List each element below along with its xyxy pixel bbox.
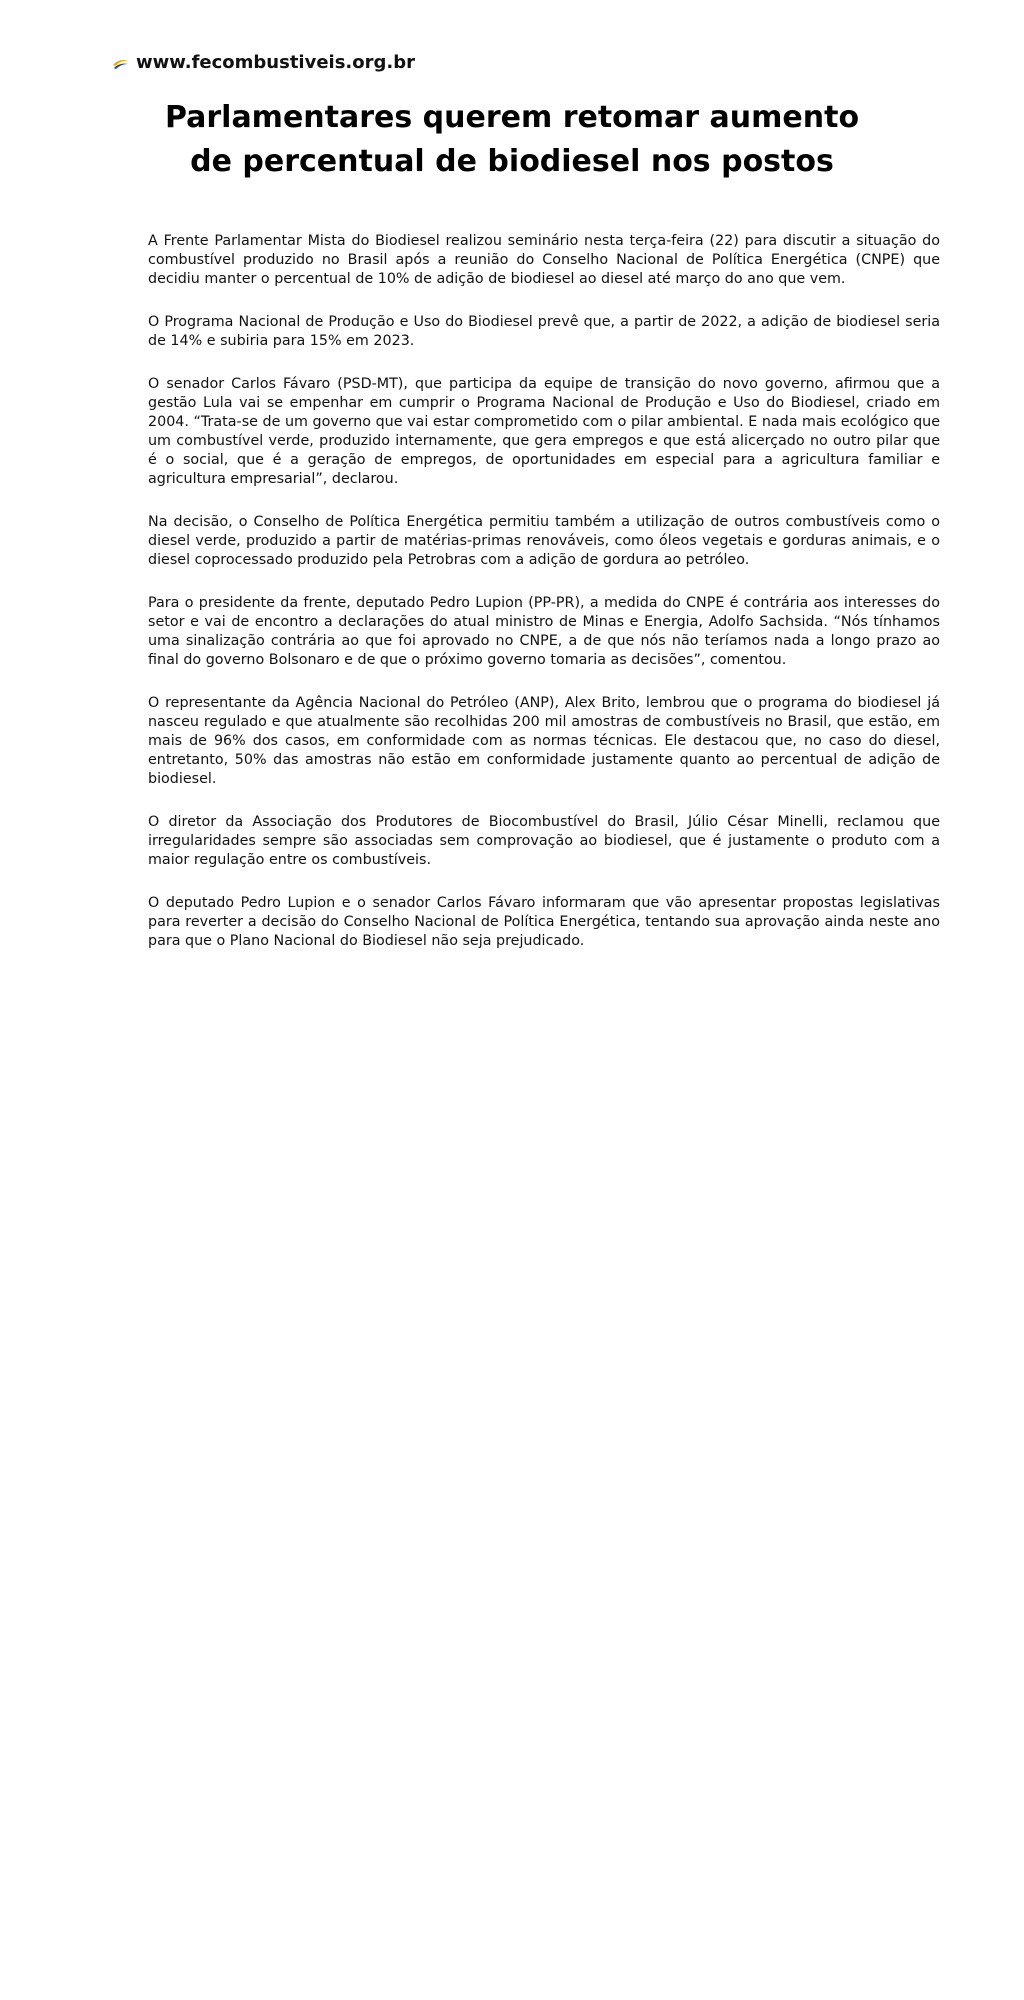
article-paragraph: O Programa Nacional de Produção e Uso do Biodiesel prevê que, a partir de 2022, a adição de biodiesel seria de 14% e subiria para 15% em 2023. [148,314,940,349]
article-paragraph: Para o presidente da frente, deputado Pedro Lupion (PP-PR), a medida do CNPE é contrária aos interesses do setor e vai de encontro a declarações do atual ministro de Minas e Energia, Adolfo Sachsida. “Nós tínhamos uma sinalização contrária ao que foi aprovado no CNPE, a de que nós não teríamos nada a longo prazo ao final do governo Bolsonaro e de que o próximo governo tomaria as decisões”, comentou. [148,595,940,668]
site-url[interactable]: www.fecombustiveis.org.br [136,52,415,73]
flame-swoosh-icon [112,56,130,70]
article-paragraph: O representante da Agência Nacional do Petróleo (ANP), Alex Brito, lembrou que o programa do biodiesel já nasceu regulado e que atualmente são recolhidas 200 mil amostras de combustíveis no Brasil, que estão, em mais de 96% dos casos, em conformidade com as normas técnicas. Ele destacou que, no caso do diesel, entretanto, 50% das amostras não estão em conformidade justamente quanto ao percentual de adição de biodiesel. [148,695,940,787]
article-body [148,232,940,975]
article-paragraph: O senador Carlos Fávaro (PSD-MT), que participa da equipe de transição do novo governo, afirmou que a gestão Lula vai se empenhar em cumprir o Programa Nacional de Produção e Uso do Biodiesel, criado em 2004. “Trata-se de um governo que vai estar comprometido com o pilar ambiental. E nada mais ecológico que um combustível verde, produzido internamente, que gera empregos e que está alicerçado no outro pilar que é o social, que é a geração de empregos, de oportunidades em especial para a agricultura familiar e agricultura empresarial”, declarou. [148,376,940,487]
article-paragraph: O deputado Pedro Lupion e o senador Carlos Fávaro informaram que vão apresentar propostas legislativas para reverter a decisão do Conselho Nacional de Política Energética, tentando sua aprovação ainda neste ano para que o Plano Nacional do Biodiesel não seja prejudicado. [148,895,940,949]
site-header [112,52,415,73]
article-paragraph: O diretor da Associação dos Produtores de Biocombustível do Brasil, Júlio César Minelli, reclamou que irregularidades sempre são associadas sem comprovação ao biodiesel, que é justamente o produto com a maior regulação entre os combustíveis. [148,814,940,868]
article-paragraph: Na decisão, o Conselho de Política Energética permitiu também a utilização de outros combustíveis como o diesel verde, produzido a partir de matérias-primas renováveis, como óleos vegetais e gorduras animais, e o diesel coprocessado produzido pela Petrobras com a adição de gordura ao petróleo. [148,514,940,568]
article-title: Parlamentares querem retomar aumento de percentual de biodiesel nos postos [164,100,860,179]
article-paragraph: A Frente Parlamentar Mista do Biodiesel realizou seminário nesta terça-feira (22) para discutir a situação do combustível produzido no Brasil após a reunião do Conselho Nacional de Política Energética (CNPE) que decidiu manter o percentual de 10% de adição de biodiesel ao diesel até março do ano que vem. [148,233,940,287]
